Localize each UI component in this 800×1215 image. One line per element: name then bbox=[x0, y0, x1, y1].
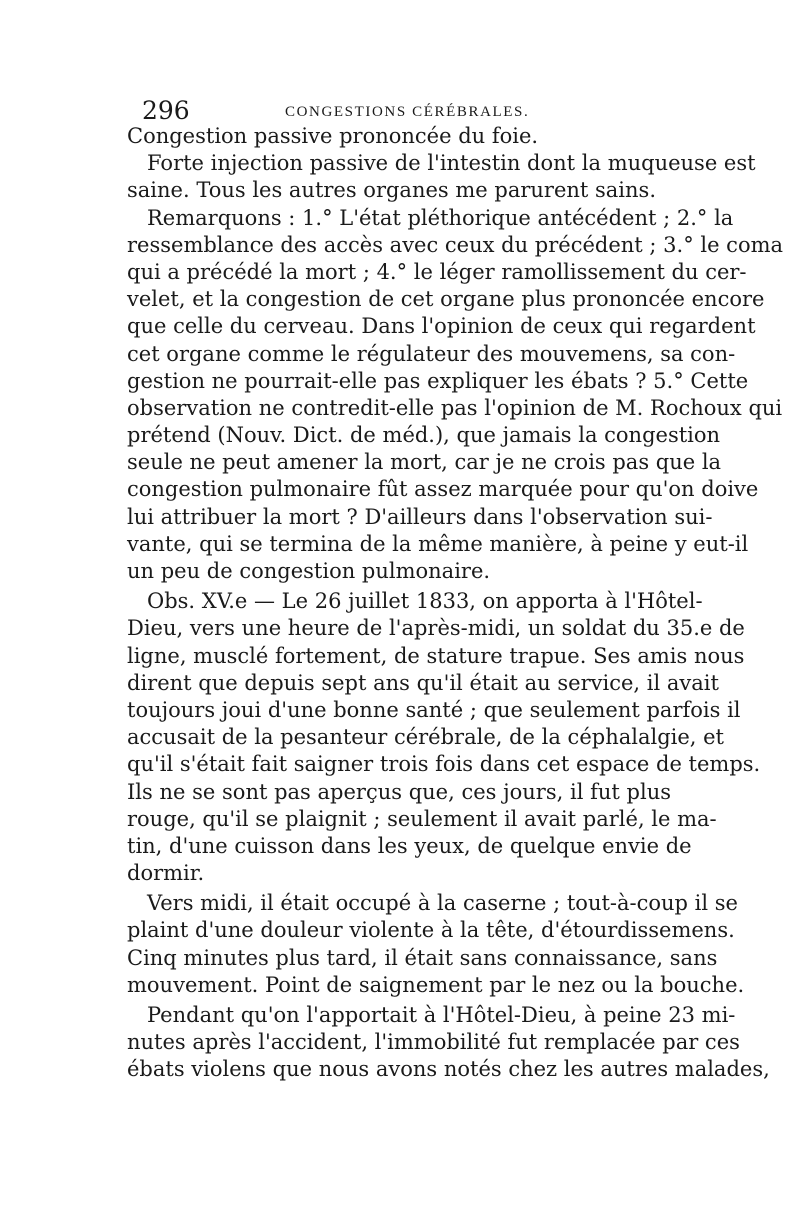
text-line: gestion ne pourrait-elle pas expliquer les ébats ? 5.° Cette bbox=[127, 368, 749, 393]
text-line: vante, qui se termina de la même manière, à peine y eut-il bbox=[127, 531, 749, 556]
text-line: cet organe comme le régulateur des mouvemens, sa con- bbox=[127, 341, 736, 366]
running-head bbox=[140, 96, 660, 126]
text-line: qui a précédé la mort ; 4.° le léger ramollissement du cer- bbox=[127, 259, 747, 284]
text-line: que celle du cerveau. Dans l'opinion de ceux qui regardent bbox=[127, 314, 756, 339]
text-line: ressemblance des accès avec ceux du précédent ; 3.° le coma bbox=[127, 232, 784, 257]
text-line: observation ne contredit-elle pas l'opinion de M. Rochoux qui bbox=[127, 395, 783, 420]
text-line: Dieu, vers une heure de l'après-midi, un soldat du 35.e de bbox=[127, 616, 745, 641]
text-line: Forte injection passive de l'intestin dont la muqueuse est bbox=[147, 151, 756, 176]
text-line: rouge, qu'il se plaignit ; seulement il avait parlé, le ma- bbox=[127, 806, 717, 831]
text-line: dormir. bbox=[127, 861, 205, 886]
text-line: congestion pulmonaire fût assez marquée pour qu'on doive bbox=[127, 477, 759, 502]
text-line: qu'il s'était fait saigner trois fois dans cet espace de temps. bbox=[127, 752, 761, 777]
page-number: 296 bbox=[142, 96, 190, 125]
text-line: plaint d'une douleur violente à la tête, d'étourdissemens. bbox=[127, 918, 735, 943]
text-line: Pendant qu'on l'apportait à l'Hôtel-Dieu, à peine 23 mi- bbox=[147, 1003, 736, 1027]
text-line: toujours joui d'une bonne santé ; que seulement parfois il bbox=[127, 697, 741, 722]
text-line: ligne, musclé fortement, de stature trapue. Ses amis nous bbox=[127, 643, 745, 668]
text-line: accusait de la pesanteur cérébrale, de la céphalalgie, et bbox=[127, 725, 724, 750]
text-line: Vers midi, il était occupé à la caserne ; tout-à-coup il se bbox=[147, 891, 738, 916]
text-line: Ils ne se sont pas aperçus que, ces jours, il fut plus bbox=[127, 779, 671, 804]
text-line: ébats violens que nous avons notés chez les autres malades, bbox=[127, 1057, 770, 1082]
text-line: lui attribuer la mort ? D'ailleurs dans l'observation sui- bbox=[127, 504, 713, 529]
text-line: Cinq minutes plus tard, il était sans connaissance, sans bbox=[127, 945, 718, 970]
text-line: saine. Tous les autres organes me parurent sains. bbox=[127, 178, 656, 203]
text-line: Congestion passive prononcée du foie. bbox=[127, 124, 539, 148]
text-line: nutes après l'accident, l'immobilité fut remplacée par ces bbox=[127, 1030, 740, 1055]
text-line: Obs. XV.e — Le 26 juillet 1833, on apporta à l'Hôtel- bbox=[147, 589, 703, 614]
text-line: dirent que depuis sept ans qu'il était au service, il avait bbox=[127, 670, 719, 695]
text-line: velet, et la congestion de cet organe plus prononcée encore bbox=[127, 287, 765, 312]
text-line: prétend (Nouv. Dict. de méd.), que jamais la congestion bbox=[127, 423, 721, 448]
running-title: CONGESTIONS CÉRÉBRALES. bbox=[285, 104, 530, 120]
text-line: mouvement. Point de saignement par le nez ou la bouche. bbox=[127, 972, 745, 997]
body-text bbox=[127, 123, 784, 1084]
text-line: tin, d'une cuisson dans les yeux, de quelque envie de bbox=[127, 833, 692, 858]
text-line: un peu de congestion pulmonaire. bbox=[127, 559, 491, 583]
text-line: seule ne peut amener la mort, car je ne crois pas que la bbox=[127, 450, 722, 475]
text-line: Remarquons : 1.° L'état pléthorique antécédent ; 2.° la bbox=[147, 205, 734, 230]
